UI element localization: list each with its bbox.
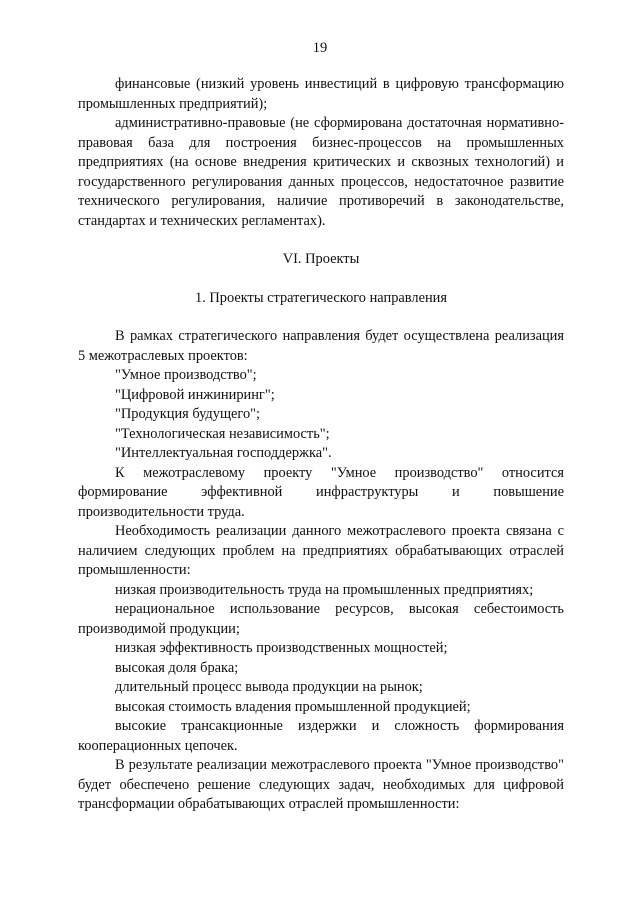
page-number: 19 [312,40,328,56]
list-item-problem: нерациональное использование ресурсов, высокая себестоимость производимой продукции; [78,601,564,637]
paragraph-intro: В рамках стратегического направления будет осуществлена реализация 5 межотраслевых проектов: [78,328,564,364]
paragraph-result: В результате реализации межотраслевого проекта "Умное производство" будет обеспечено решение следующих задач, необходимых для цифровой трансформации обрабатывающих отраслей промышленности: [78,757,564,812]
list-item-problem: длительный процесс вывода продукции на рынок; [115,679,423,695]
section-heading: VI. Проекты [282,251,360,267]
paragraph-administrative: административно-правовые (не сформирована достаточная нормативно-правовая база для построения бизнес-процессов на промышленных предприятиях (на основе внедрения критических и сквозных технологий) и государственного регулирования данных процессов, недостаточное развитие технического регулирования, наличие противоречий в законодательстве, стандартах и технических регламентах). [78,115,564,229]
paragraph-financial: финансовые (низкий уровень инвестиций в цифровую трансформацию промышленных предприятий); [78,76,564,112]
page-content [78,75,564,815]
paragraph-necessity: Необходимость реализации данного межотраслевого проекта связана с наличием следующих проблем на предприятиях обрабатывающих отраслей промышленности: [78,523,564,578]
list-item-problem: низкая эффективность производственных мощностей; [115,640,448,656]
list-item-project: "Цифровой инжиниринг"; [115,386,275,403]
list-item-project: "Интеллектуальная господдержка". [115,445,332,461]
list-item-problem: низкая производительность труда на промышленных предприятиях; [115,581,534,598]
list-item-problem: высокие трансакционные издержки и сложность формирования кооперационных цепочек. [78,718,564,754]
list-item-project: "Продукция будущего"; [115,406,261,422]
list-item-project: "Умное производство"; [115,367,257,383]
list-item-problem: высокая стоимость владения промышленной продукцией; [115,698,471,715]
subsection-heading: 1. Проекты стратегического направления [195,289,447,306]
list-item-project: "Технологическая независимость"; [115,425,330,442]
paragraph-smart-production: К межотраслевому проекту "Умное производство" относится формирование эффективной инфраструктуры и повышение производительности труда. [78,464,564,520]
list-item-problem: высокая доля брака; [115,659,239,676]
